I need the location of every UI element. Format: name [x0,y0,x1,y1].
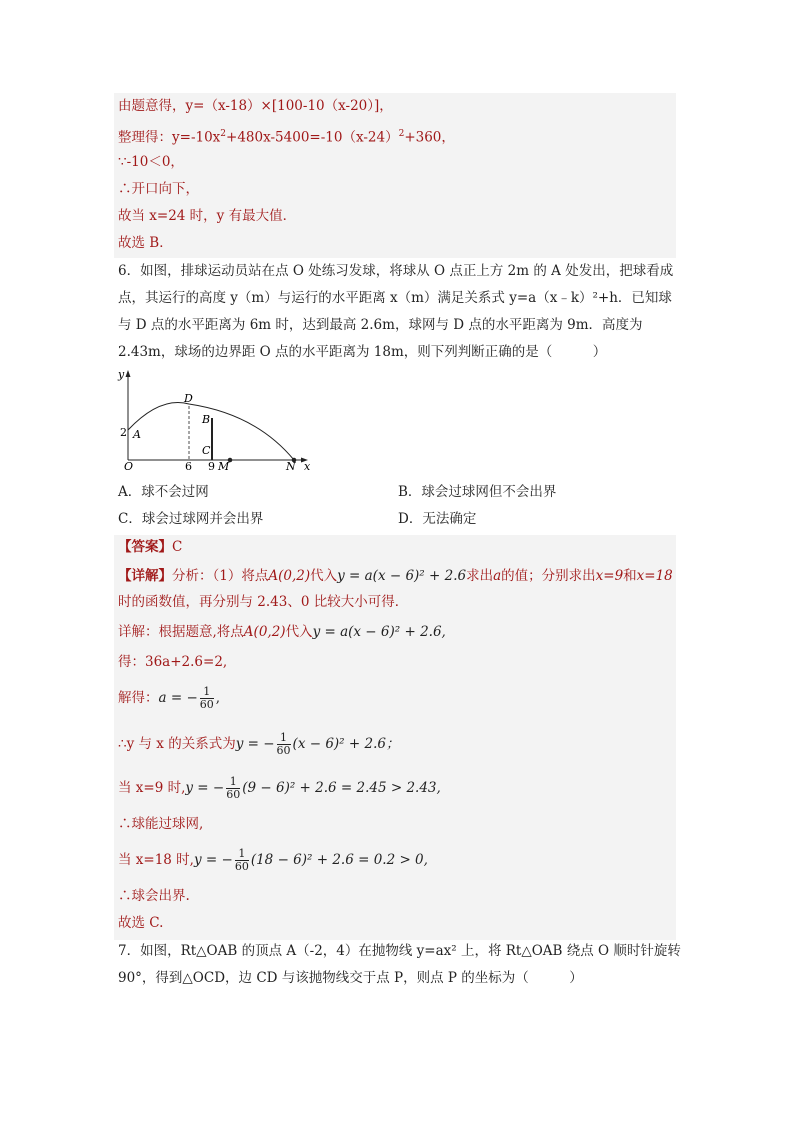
solution-line-4: ∴开口向下， [118,181,199,197]
label-b: B [202,413,211,426]
question-7-line-2: 90°，得到△OCD，边 CD 与该抛物线交于点 P，则点 P 的坐标为（ ） [118,970,583,986]
solution-line-6: 故选 B． [118,235,173,251]
detail-line-6: ∴球能过球网, [118,816,204,832]
parabola-figure [116,366,322,472]
answer-tag: 【答案】 [118,539,172,555]
question-6-line-4: 2.43m，球场的边界距 O 点的水平距离为 18m，则下列判断正确的是（ ） [118,344,607,360]
option-d[interactable]: D．无法确定 [398,511,477,527]
analysis-line-2: 时的函数值，再分别与 2.43、0 比较大小可得． [118,594,409,610]
label-m: M [218,460,230,472]
detail-line-3: 解得：a = − $\frac{1}{60}$ , [118,685,221,711]
label-x: x [304,460,311,472]
option-b[interactable]: B．球会过球网但不会出界 [398,484,557,500]
label-a: A [133,428,141,441]
detail-line-5: 当 x=9 时,y = − $\frac{1}{60}$ (9 − 6)² + 2.6 = 2.45 > 2.43, [118,775,441,801]
label-d: D [184,392,193,405]
label-c: C [202,444,211,457]
answer-line [118,537,182,557]
detail-line-2: 得：36a+2.6=2, [118,654,228,670]
label-origin: O [124,460,134,472]
question-7-line-1: 7．如图，Rt△OAB 的顶点 A（-2，4）在抛物线 y=ax² 上，将 Rt△OAB 绕点 O 顺时针旋转 [118,943,681,959]
question-6-line-2: 点，其运行的高度 y（m）与运行的水平距离 x（m）满足关系式 y=a（x﹣k）²+h．已知球 [118,290,672,306]
solution-line-2: 整理得：$y=-10x^2+480x-5400=-10(x-24)^2+360$， [118,129,455,146]
tick-9: 9 [208,460,215,472]
option-a[interactable]: A．球不会过网 [118,484,209,500]
answer-value: C [172,539,183,555]
question-6-line-1: 6．如图，排球运动员站在点 O 处练习发球，将球从 O 点正上方 2m 的 A 处发出，把球看成 [118,263,674,279]
solution-line-1: 由题意得，y=（x-18）×[100-10（x-20）]， [118,98,393,114]
solution-line-3: ∵-10＜0， [118,154,184,170]
option-c[interactable]: C．球会过球网并会出界 [118,511,264,527]
detail-line-8: ∴球会出界. [118,888,190,904]
y-axis-arrow [126,370,131,377]
detail-line-9: 故选 C. [118,915,164,931]
analysis-line-1: 【详解】分析：（1）将点A(0,2)代入y = a(x − 6)² + 2.6求出a的值；分别求出x=9和x=18 [118,568,673,584]
detail-line-7: 当 x=18 时,y = − $\frac{1}{60}$ (18 − 6)² + 2.6 = 0.2 > 0, [118,847,428,873]
detail-line-4: ∴y 与 x 的关系式为y = − $\frac{1}{60}$ (x − 6)² + 2.6； [118,731,400,757]
detail-line-1: 详解：根据题意,将点A(0,2)代入y = a(x − 6)² + 2.6, [118,624,446,640]
label-y: y [118,368,125,381]
solution-shade-top [114,93,676,258]
tick-6: 6 [185,460,192,472]
label-n: N [286,460,296,472]
solution-line-5: 故当 x=24 时，y 有最大值． [118,208,297,224]
label-2: 2 [120,426,127,439]
question-6-line-3: 与 D 点的水平距离为 6m 时，达到最高 2.6m，球网与 D 点的水平距离为 9m．高度为 [118,317,643,333]
